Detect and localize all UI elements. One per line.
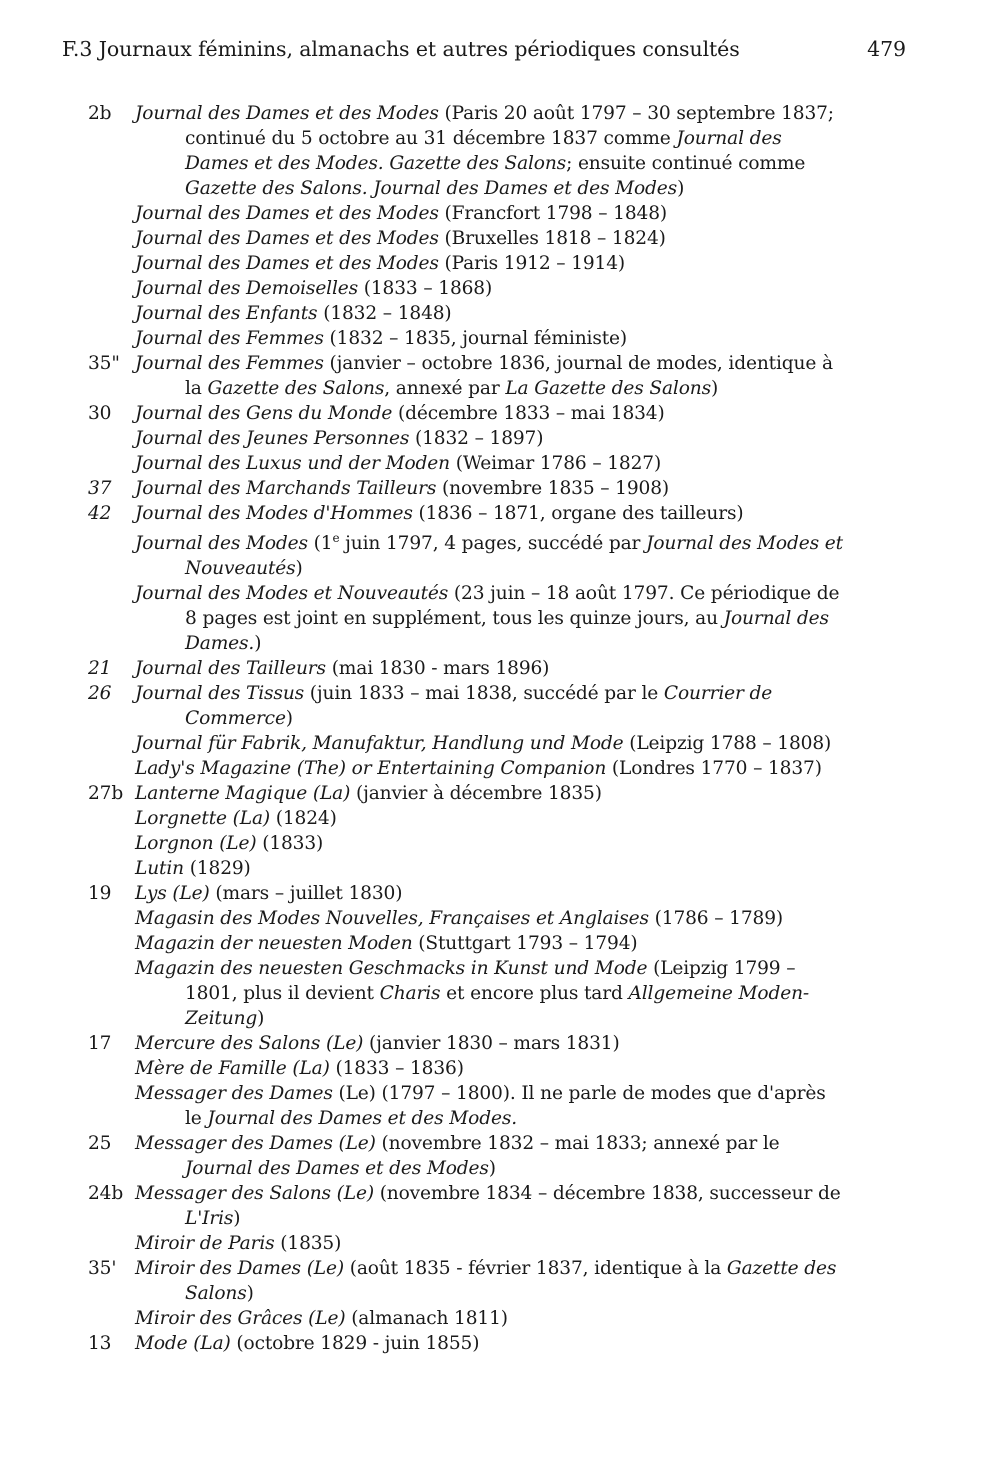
periodical-title: Messager des Dames (135, 1083, 333, 1105)
entry-details: ) (295, 558, 303, 580)
periodical-title: Lutin (135, 858, 184, 880)
entry-details: (Bruxelles 1818 – 1824) (438, 228, 666, 249)
periodical-title: Lanterne Magique (La) (135, 783, 351, 805)
list-item (0, 806, 1000, 831)
entry-details: (1832 – 1897) (409, 428, 544, 449)
list-item (0, 1031, 1000, 1056)
entry-details: (Francfort 1798 – 1848) (438, 203, 667, 224)
entry-details: ) (254, 633, 262, 655)
periodical-title: Journal des Modes (135, 533, 308, 555)
periodical-title: Journal des Luxus und der Moden (135, 453, 450, 474)
list-item (0, 451, 1000, 476)
list-item (0, 101, 1000, 201)
entry-number: 2b (88, 103, 112, 124)
entry-details: (Leipzig 1799 – 1801, plus il devient (185, 958, 796, 1005)
entry-details: (1832 – 1848) (317, 303, 452, 324)
periodical-title: Journal des Demoiselles (135, 278, 359, 299)
list-item (0, 856, 1000, 881)
periodical-title: Journal des Dames et des Modes (135, 228, 439, 249)
periodical-title: Lorgnon (Le) (135, 833, 257, 855)
list-item (0, 276, 1000, 301)
entry-number: 25 (88, 1133, 112, 1155)
entry-details: (août 1835 - février 1837, identique à la (343, 1258, 727, 1280)
related-title: Courrier de Commerce (185, 683, 773, 730)
entry-number: 35" (88, 353, 120, 374)
entry-number: 27b (88, 783, 124, 805)
related-title: Journal des Dames et des Modes (185, 1158, 489, 1180)
entry-details: (janvier – octobre 1836, journal de modes, identique à la (185, 353, 833, 399)
entry-details: (novembre 1835 – 1908) (436, 478, 669, 499)
list-item (0, 656, 1000, 681)
list-item (0, 1256, 1000, 1306)
entry-details: (1835) (274, 1233, 342, 1255)
related-title: L'Iris (185, 1208, 234, 1230)
related-title: Allgemeine Moden-Zeitung (185, 983, 810, 1030)
list-item (0, 956, 1000, 1031)
list-item (0, 831, 1000, 856)
list-item (0, 351, 1000, 401)
list-item (0, 931, 1000, 956)
periodical-title: Journal des Dames et des Modes (135, 103, 439, 124)
entry-details: (Paris 1912 – 1914) (438, 253, 626, 274)
periodical-title: Magasin des Modes Nouvelles, Françaises et Anglaises (135, 908, 649, 930)
list-item (0, 1231, 1000, 1256)
periodical-title: Miroir des Dames (Le) (135, 1258, 344, 1280)
entry-details: (1832 – 1835, journal féministe) (323, 328, 627, 349)
periodical-title: Mercure des Salons (Le) (135, 1033, 364, 1055)
periodical-title: Messager des Salons (Le) (135, 1183, 374, 1205)
entry-details: , annexé par (384, 378, 506, 399)
list-item (0, 476, 1000, 501)
list-item (0, 501, 1000, 526)
related-title: Journal des Dames. (185, 608, 829, 655)
entry-details: (Le) (1797 – 1800). Il ne parle de modes que d'après le (185, 1083, 826, 1130)
periodical-title: Magazin des neuesten Geschmacks in Kunst und Mode (135, 958, 648, 980)
list-item (0, 201, 1000, 226)
entry-number: 35' (88, 1258, 117, 1280)
related-title: Journal des Dames et des Modes. (207, 1108, 517, 1130)
related-title: Charis (379, 983, 441, 1005)
list-item (0, 1056, 1000, 1081)
entry-details: (1829) (183, 858, 251, 880)
periodical-title: Journal des Femmes (135, 328, 324, 349)
entry-details: (janvier 1830 – mars 1831) (363, 1033, 620, 1055)
list-item (0, 1131, 1000, 1181)
list-item (0, 881, 1000, 906)
entry-details: (1833 – 1836) (329, 1058, 464, 1080)
entry-number: 37 (88, 478, 112, 499)
section-title: F.3 Journaux féminins, almanachs et autres périodiques consultés (62, 37, 740, 61)
list-item (0, 426, 1000, 451)
entry-details: (1833) (256, 833, 324, 855)
list-item (0, 1331, 1000, 1356)
list-item (0, 1181, 1000, 1231)
entry-details: (mai 1830 - mars 1896) (325, 658, 550, 680)
entry-details: (almanach 1811) (345, 1308, 508, 1330)
periodical-title: Journal des Marchands Tailleurs (135, 478, 437, 499)
entry-number: 26 (88, 683, 112, 705)
entry-details: juin 1797, 4 pages, succédé par (339, 533, 647, 555)
list-item (0, 226, 1000, 251)
periodical-title: Miroir de Paris (135, 1233, 275, 1255)
list-item (0, 731, 1000, 756)
periodical-title: Journal des Modes et Nouveautés (135, 583, 449, 605)
entry-details: ) (711, 378, 719, 399)
list-item (0, 681, 1000, 731)
entry-number: 24b (88, 1183, 124, 1205)
entry-details: (23 juin – 18 août 1797. Ce périodique de 8 pages est joint en supplément, tous les quinze jours, au (185, 583, 840, 630)
entry-details: (Weimar 1786 – 1827) (449, 453, 662, 474)
related-title: Journal des Modes et Nouveautés (185, 533, 843, 580)
periodical-title: Lady's Magazine (The) or Entertaining Companion (135, 758, 607, 780)
entry-details: (Stuttgart 1793 – 1794) (412, 933, 638, 955)
entry-details: (décembre 1833 – mai 1834) (392, 403, 665, 424)
list-item (0, 526, 1000, 581)
related-title: Gazette des Salons (185, 1258, 837, 1305)
periodical-title: Messager des Dames (Le) (135, 1133, 376, 1155)
list-item (0, 301, 1000, 326)
list-item (0, 326, 1000, 351)
superscript: e (332, 531, 340, 545)
entry-details: (juin 1833 – mai 1838, succédé par le (304, 683, 664, 705)
entry-details: ) (285, 708, 293, 730)
entry-number: 42 (88, 503, 112, 524)
entry-details: ) (233, 1208, 241, 1230)
running-header (62, 34, 906, 64)
entry-number: 19 (88, 883, 112, 905)
periodical-list (0, 101, 1000, 1356)
entry-details: (Londres 1770 – 1837) (606, 758, 822, 780)
periodical-title: Journal des Jeunes Personnes (135, 428, 410, 449)
entry-number: 30 (88, 403, 112, 424)
entry-details: (octobre 1829 - juin 1855) (230, 1333, 480, 1355)
periodical-title: Journal des Tissus (135, 683, 305, 705)
list-item (0, 581, 1000, 656)
entry-details: (novembre 1832 – mai 1833; annexé par le (375, 1133, 780, 1155)
periodical-title: Journal des Dames et des Modes (135, 253, 439, 274)
periodical-title: Journal des Dames et des Modes (135, 203, 439, 224)
entry-number: 21 (88, 658, 112, 680)
entry-details: et encore plus tard (440, 983, 629, 1005)
periodical-title: Mode (La) (135, 1333, 231, 1355)
entry-details: (1786 – 1789) (648, 908, 783, 930)
periodical-title: Journal des Femmes (135, 353, 324, 374)
periodical-title: Journal des Modes d'Hommes (135, 503, 413, 524)
list-item (0, 251, 1000, 276)
entry-details: ) (488, 1158, 496, 1180)
entry-details: (1833 – 1868) (358, 278, 493, 299)
entry-details: (Leipzig 1788 – 1808) (623, 733, 832, 755)
entry-details: ) (257, 1008, 265, 1030)
entry-details: (novembre 1834 – décembre 1838, successeur de (373, 1183, 841, 1205)
entry-details: ) (246, 1283, 254, 1305)
list-item (0, 781, 1000, 806)
entry-details: (mars – juillet 1830) (209, 883, 403, 905)
periodical-title: Journal des Tailleurs (135, 658, 326, 680)
related-title: Journal des Dames et des Modes. Gazette des Salons (185, 128, 782, 174)
list-item (0, 1081, 1000, 1131)
related-title: Gazette des Salons (207, 378, 385, 399)
entry-details: (1824) (270, 808, 337, 830)
periodical-title: Magazin der neuesten Moden (135, 933, 413, 955)
periodical-title: Journal des Gens du Monde (135, 403, 393, 424)
entry-number: 13 (88, 1333, 112, 1355)
entry-details: ) (677, 178, 685, 199)
periodical-title: Mère de Famille (La) (135, 1058, 330, 1080)
entry-details: ; ensuite continué comme (566, 153, 806, 174)
related-title: La Gazette des Salons (505, 378, 711, 399)
page-number: 479 (867, 37, 906, 61)
entry-details: (1 (307, 533, 333, 555)
entry-details: (1836 – 1871, organe des tailleurs) (412, 503, 744, 524)
entry-details: (janvier à décembre 1835) (350, 783, 602, 805)
periodical-title: Miroir des Grâces (Le) (135, 1308, 346, 1330)
entry-number: 17 (88, 1033, 112, 1055)
related-title: Gazette des Salons. Journal des Dames et des Modes (185, 178, 678, 199)
list-item (0, 401, 1000, 426)
periodical-title: Lorgnette (La) (135, 808, 271, 830)
list-item (0, 906, 1000, 931)
list-item (0, 756, 1000, 781)
list-item (0, 1306, 1000, 1331)
periodical-title: Journal für Fabrik, Manufaktur, Handlung und Mode (135, 733, 624, 755)
periodical-title: Journal des Enfants (135, 303, 318, 324)
entry-details: (Paris 20 août 1797 – 30 septembre 1837; continué du 5 octobre au 31 décembre 1837 comme (185, 103, 834, 149)
periodical-title: Lys (Le) (135, 883, 210, 905)
